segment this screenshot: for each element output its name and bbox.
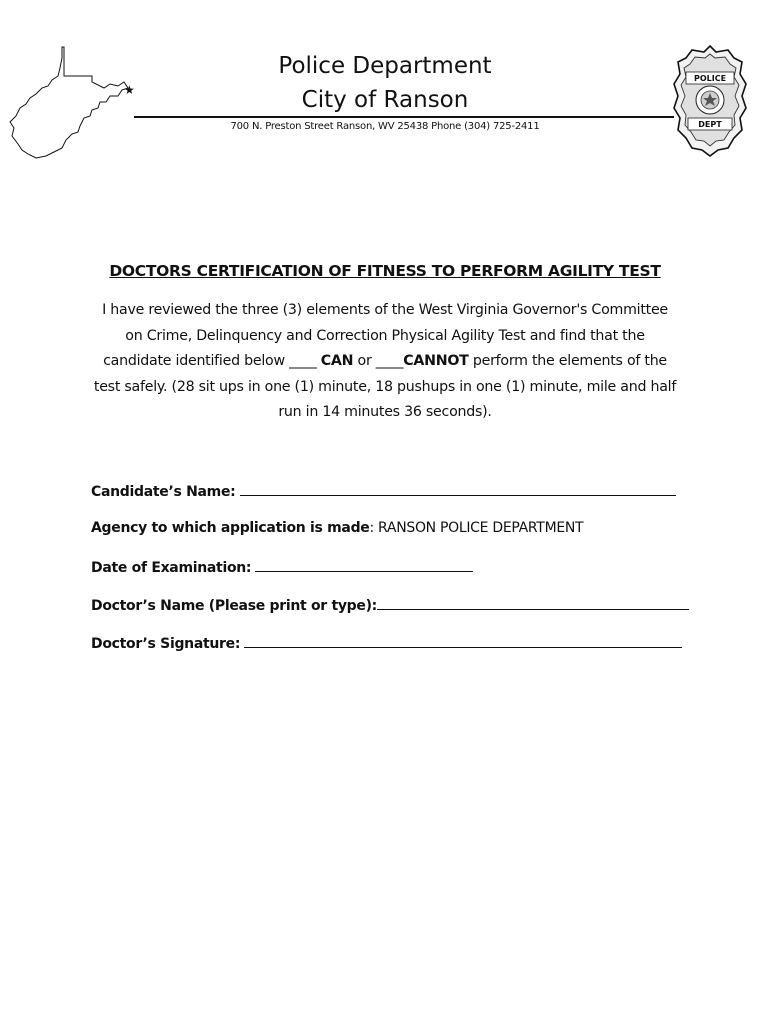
- document-heading: DOCTORS CERTIFICATION OF FITNESS TO PERFORM AGILITY TEST: [109, 262, 661, 280]
- doctor-signature-label: Doctor’s Signature:: [91, 636, 241, 652]
- exam-date-label: Date of Examination:: [91, 560, 252, 576]
- department-address: 700 N. Preston Street Ranson, WV 25438 Phone (304) 725-2411: [230, 121, 540, 132]
- svg-text:★: ★: [124, 83, 135, 97]
- doctor-name-blank[interactable]: [377, 596, 689, 610]
- certification-statement: [92, 298, 678, 426]
- agency-row: [91, 520, 583, 536]
- doctor-signature-row: [91, 634, 682, 652]
- police-badge-icon: [672, 44, 748, 158]
- statement-text-1: I have reviewed the three (3) elements of the West Virginia Governor's Committee on Crime, Delinquency and Correction Physical Agility Test and find that the candidate identified below ____: [102, 302, 668, 370]
- exam-date-row: [91, 558, 473, 576]
- letterhead-divider: [134, 116, 674, 118]
- badge-top-text: POLICE: [693, 74, 727, 83]
- badge-bottom-text: DEPT: [698, 120, 722, 129]
- candidate-name-row: [91, 482, 676, 500]
- doctor-name-row: [91, 596, 689, 614]
- city-title: City of Ranson: [301, 87, 469, 113]
- statement-text-2: or ____: [353, 353, 404, 370]
- candidate-name-label: Candidate’s Name:: [91, 484, 236, 500]
- can-option: CAN: [320, 353, 354, 370]
- cannot-option: CANNOT: [403, 353, 469, 370]
- agency-value: : RANSON POLICE DEPARTMENT: [369, 520, 584, 536]
- statement-text-3: perform the elements of the test safely. (28 sit ups in one (1) minute, 18 pushups in one (1) minute, mile and half run in 14 minutes 36 seconds).: [93, 353, 677, 421]
- exam-date-blank[interactable]: [255, 558, 473, 572]
- department-title: Police Department: [278, 53, 492, 79]
- agency-label: Agency to which application is made: [91, 520, 370, 536]
- doctor-name-label: Doctor’s Name (Please print or type):: [91, 598, 377, 614]
- candidate-name-blank[interactable]: [240, 482, 676, 496]
- state-map-icon: [6, 44, 136, 160]
- doctor-signature-blank[interactable]: [244, 634, 682, 648]
